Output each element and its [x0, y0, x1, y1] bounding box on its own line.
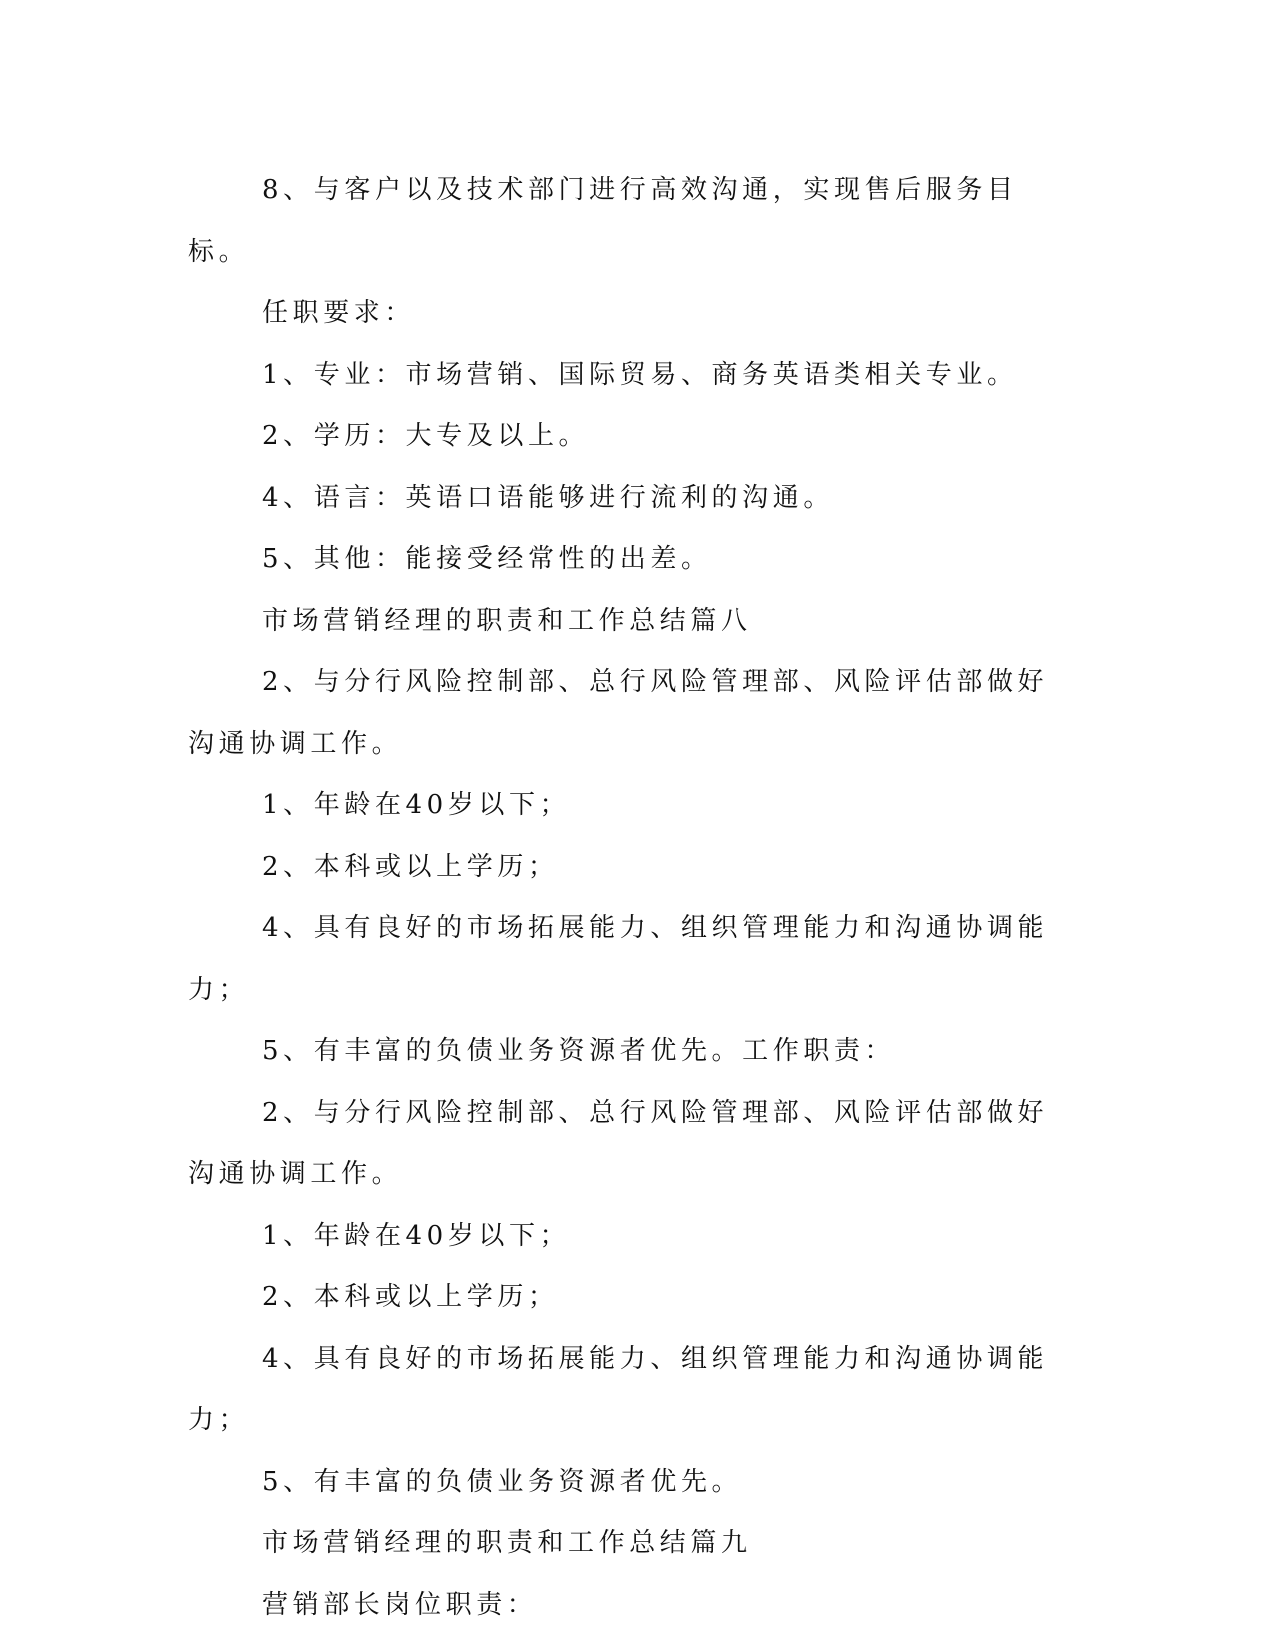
paragraph-dept-head-duties: 营销部长岗位职责： — [262, 1589, 538, 1620]
section-heading-8: 市场营销经理的职责和工作总结篇八 — [262, 605, 752, 636]
paragraph-major: 1、专业：市场营销、国际贸易、商务英语类相关专业。 — [262, 359, 1018, 390]
paragraph-degree-1: 2、本科或以上学历； — [262, 851, 559, 882]
paragraph-coordination-2: 2、与分行风险控制部、总行风险管理部、风险评估部做好沟通协调工作。 — [188, 1097, 1049, 1189]
paragraph-ability-1: 4、具有良好的市场拓展能力、组织管理能力和沟通协调能力； — [188, 913, 1049, 1005]
document-body — [188, 160, 1068, 1636]
section-heading-9: 市场营销经理的职责和工作总结篇九 — [262, 1528, 752, 1558]
paragraph-resources-1: 5、有丰富的负债业务资源者优先。工作职责： — [262, 1036, 896, 1066]
paragraph-age-1: 1、年龄在40岁以下； — [262, 790, 571, 820]
paragraph-language: 4、语言：英语口语能够进行流利的沟通。 — [262, 482, 834, 513]
paragraph-education: 2、学历：大专及以上。 — [262, 421, 590, 451]
paragraph-requirements-heading: 任职要求： — [262, 298, 416, 328]
paragraph-degree-2: 2、本科或以上学历； — [262, 1282, 559, 1312]
paragraph-ability-2: 4、具有良好的市场拓展能力、组织管理能力和沟通协调能力； — [188, 1343, 1049, 1435]
paragraph-other: 5、其他：能接受经常性的出差。 — [262, 544, 712, 574]
paragraph-resources-2: 5、有丰富的负债业务资源者优先。 — [262, 1466, 743, 1497]
paragraph-age-2: 1、年龄在40岁以下； — [262, 1220, 571, 1251]
paragraph-duty-8: 8、与客户以及技术部门进行高效沟通，实现售后服务目标。 — [188, 175, 1018, 267]
paragraph-coordination-1: 2、与分行风险控制部、总行风险管理部、风险评估部做好沟通协调工作。 — [188, 667, 1049, 759]
